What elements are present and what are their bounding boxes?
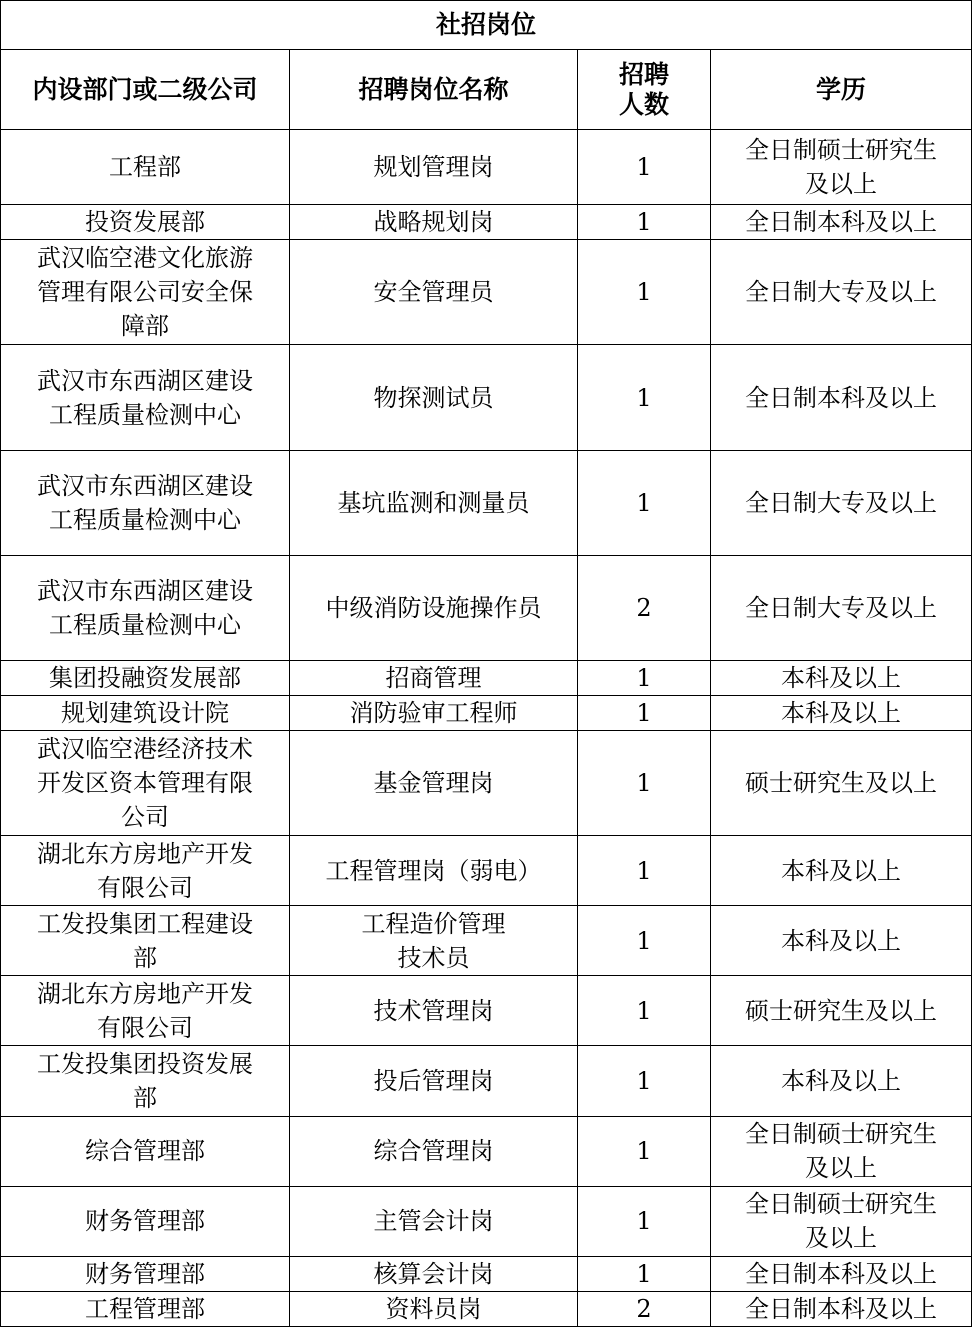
table-title: 社招岗位	[1, 1, 972, 50]
cell-position: 基坑监测和测量员	[290, 450, 578, 555]
table-row	[1, 1186, 972, 1256]
cell-education: 本科及以上	[711, 906, 972, 976]
cell-count: 1	[578, 1046, 711, 1116]
cell-count: 1	[578, 1116, 711, 1186]
cell-position: 规划管理岗	[290, 130, 578, 205]
cell-position: 消防验审工程师	[290, 696, 578, 731]
cell-dept: 工发投集团投资发展 部	[1, 1046, 290, 1116]
cell-count: 1	[578, 450, 711, 555]
cell-position: 战略规划岗	[290, 205, 578, 240]
table-row	[1, 240, 972, 345]
cell-dept: 规划建筑设计院	[1, 696, 290, 731]
cell-position: 中级消防设施操作员	[290, 555, 578, 660]
cell-education: 全日制本科及以上	[711, 345, 972, 450]
cell-education: 全日制本科及以上	[711, 205, 972, 240]
cell-count: 1	[578, 345, 711, 450]
cell-education: 本科及以上	[711, 1046, 972, 1116]
cell-dept: 综合管理部	[1, 1116, 290, 1186]
cell-dept: 武汉临空港经济技术 开发区资本管理有限 公司	[1, 731, 290, 836]
cell-education: 全日制本科及以上	[711, 1256, 972, 1291]
cell-education: 全日制本科及以上	[711, 1291, 972, 1326]
header-position: 招聘岗位名称	[290, 50, 578, 130]
table-row	[1, 976, 972, 1046]
cell-position: 核算会计岗	[290, 1256, 578, 1291]
cell-count: 1	[578, 205, 711, 240]
cell-position: 工程管理岗（弱电）	[290, 836, 578, 906]
cell-position: 技术管理岗	[290, 976, 578, 1046]
cell-count: 1	[578, 696, 711, 731]
table-header-row	[1, 50, 972, 130]
cell-count: 2	[578, 1291, 711, 1326]
cell-education: 全日制大专及以上	[711, 555, 972, 660]
cell-count: 1	[578, 906, 711, 976]
cell-education: 全日制大专及以上	[711, 450, 972, 555]
cell-dept: 财务管理部	[1, 1186, 290, 1256]
cell-dept: 工程部	[1, 130, 290, 205]
table-row	[1, 660, 972, 695]
table-row	[1, 1046, 972, 1116]
cell-count: 1	[578, 1256, 711, 1291]
cell-count: 1	[578, 240, 711, 345]
header-dept: 内设部门或二级公司	[1, 50, 290, 130]
table-row	[1, 836, 972, 906]
table-row	[1, 555, 972, 660]
cell-dept: 财务管理部	[1, 1256, 290, 1291]
cell-position: 招商管理	[290, 660, 578, 695]
cell-position: 物探测试员	[290, 345, 578, 450]
table-row	[1, 450, 972, 555]
cell-education: 全日制硕士研究生 及以上	[711, 1186, 972, 1256]
cell-position: 主管会计岗	[290, 1186, 578, 1256]
cell-dept: 湖北东方房地产开发 有限公司	[1, 836, 290, 906]
table-row	[1, 345, 972, 450]
table-row	[1, 1256, 972, 1291]
cell-education: 本科及以上	[711, 696, 972, 731]
cell-dept: 湖北东方房地产开发 有限公司	[1, 976, 290, 1046]
cell-count: 1	[578, 1186, 711, 1256]
cell-education: 硕士研究生及以上	[711, 976, 972, 1046]
cell-count: 1	[578, 130, 711, 205]
cell-dept: 工程管理部	[1, 1291, 290, 1326]
table-row	[1, 1291, 972, 1326]
cell-count: 1	[578, 836, 711, 906]
cell-position: 基金管理岗	[290, 731, 578, 836]
cell-dept: 武汉市东西湖区建设 工程质量检测中心	[1, 555, 290, 660]
cell-position: 资料员岗	[290, 1291, 578, 1326]
cell-dept: 武汉临空港文化旅游 管理有限公司安全保 障部	[1, 240, 290, 345]
cell-education: 本科及以上	[711, 836, 972, 906]
cell-position: 投后管理岗	[290, 1046, 578, 1116]
cell-position: 综合管理岗	[290, 1116, 578, 1186]
table-title-row	[1, 1, 972, 50]
cell-education: 硕士研究生及以上	[711, 731, 972, 836]
cell-count: 2	[578, 555, 711, 660]
cell-dept: 集团投融资发展部	[1, 660, 290, 695]
table-row	[1, 205, 972, 240]
table-row	[1, 1116, 972, 1186]
cell-dept: 武汉市东西湖区建设 工程质量检测中心	[1, 450, 290, 555]
table-row	[1, 731, 972, 836]
cell-position: 工程造价管理 技术员	[290, 906, 578, 976]
cell-dept: 武汉市东西湖区建设 工程质量检测中心	[1, 345, 290, 450]
table-row	[1, 906, 972, 976]
header-count: 招聘 人数	[578, 50, 711, 130]
cell-education: 本科及以上	[711, 660, 972, 695]
cell-education: 全日制大专及以上	[711, 240, 972, 345]
cell-education: 全日制硕士研究生 及以上	[711, 130, 972, 205]
cell-position: 安全管理员	[290, 240, 578, 345]
cell-dept: 投资发展部	[1, 205, 290, 240]
cell-dept: 工发投集团工程建设 部	[1, 906, 290, 976]
cell-count: 1	[578, 660, 711, 695]
table-row	[1, 696, 972, 731]
cell-count: 1	[578, 731, 711, 836]
cell-count: 1	[578, 976, 711, 1046]
header-education: 学历	[711, 50, 972, 130]
cell-education: 全日制硕士研究生 及以上	[711, 1116, 972, 1186]
table-row	[1, 130, 972, 205]
